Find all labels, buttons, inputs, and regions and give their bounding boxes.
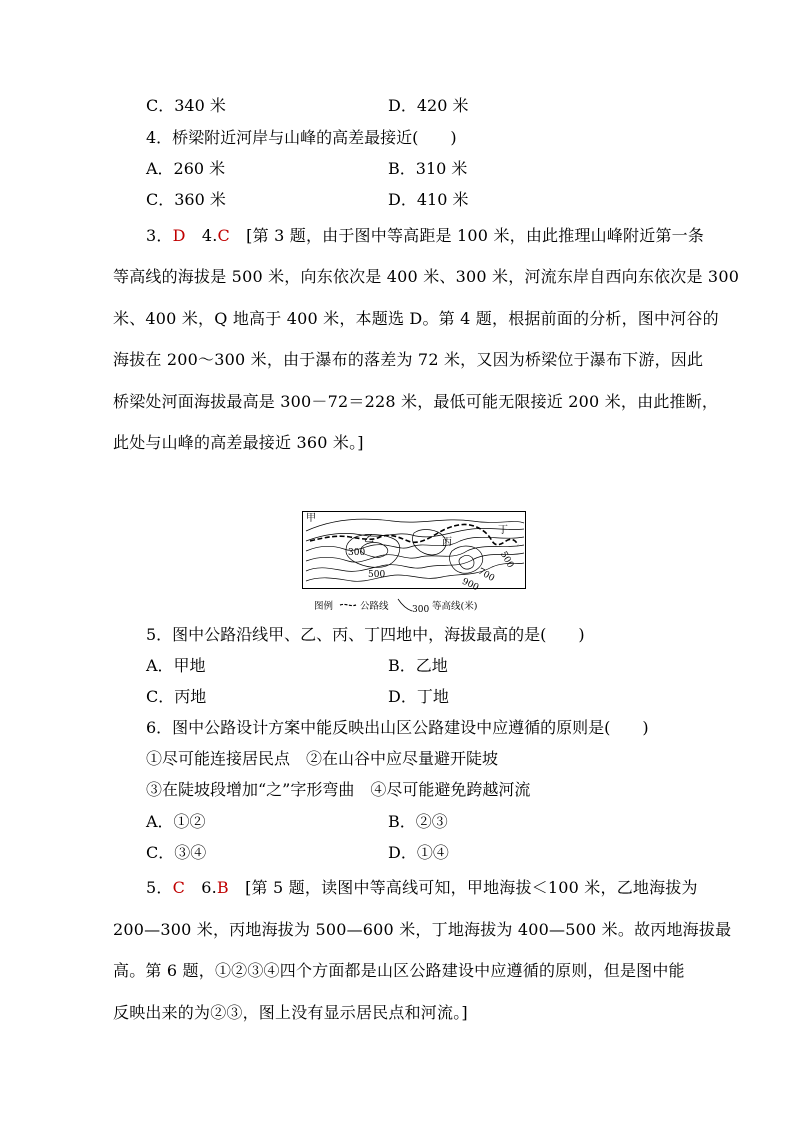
question-6-stem: 6．图中公路设计方案中能反映出山区公路建设中应遵循的原则是( ) bbox=[146, 718, 649, 737]
contour-label-500-b: 500 bbox=[497, 550, 516, 570]
explanation-line-1: [第 3 题，由于图中等高距是 100 米，由此推理山峰附近第一条 bbox=[229, 226, 705, 245]
explanation-5-6-line-3: 高。第 6 题，①②③④四个方面都是山区公路建设中应遵循的原则，但是图中能 bbox=[113, 961, 685, 980]
answer-4-letter: C bbox=[217, 226, 230, 245]
explanation-5-6-line-4: 反映出来的为②③，图上没有显示居民点和河流。] bbox=[113, 1003, 468, 1022]
explanation-5-6-line-1: [第 5 题，读图中等高线可知，甲地海拔＜100 米，乙地海拔为 bbox=[228, 878, 698, 897]
contour-label-700: 700 bbox=[476, 566, 496, 584]
legend-road-label: 公路线 bbox=[360, 601, 389, 612]
question-4-option-a: A．260 米 bbox=[146, 159, 226, 178]
legend-contour-label: 等高线(米) bbox=[432, 601, 478, 612]
contour-label-500-a: 500 bbox=[368, 570, 386, 580]
answer-3-prefix: 3． bbox=[146, 226, 173, 245]
question-6-option-d: D．①④ bbox=[388, 843, 449, 862]
answer-4-prefix: 4. bbox=[185, 226, 218, 245]
legend-title: 图例 bbox=[314, 601, 334, 612]
explanation-3-4-line-6: 此处与山峰的高差最接近 360 米。] bbox=[113, 433, 364, 452]
answer-5-6-line-1 bbox=[146, 878, 698, 898]
label-ding: 丁 bbox=[498, 525, 508, 536]
label-yi: 乙 bbox=[364, 534, 374, 545]
option-c-prev: C．340 米 bbox=[146, 96, 226, 115]
question-5-option-c: C．丙地 bbox=[146, 687, 207, 706]
question-6-option-b: B．②③ bbox=[388, 812, 448, 831]
question-5-stem: 5．图中公路沿线甲、乙、丙、丁四地中，海拔最高的是( ) bbox=[146, 625, 585, 644]
question-5-option-d: D．丁地 bbox=[388, 687, 449, 706]
answer-6-prefix: 6. bbox=[185, 878, 217, 897]
answer-5-letter: C bbox=[172, 878, 186, 897]
answer-3-4-line-1 bbox=[146, 226, 704, 246]
legend-contour-value: 300 bbox=[412, 605, 430, 615]
contour-label-300: 300 bbox=[348, 548, 366, 558]
answer-6-letter: B bbox=[216, 878, 229, 897]
contour-label-900: 900 bbox=[460, 576, 481, 594]
question-5-option-a: A．甲地 bbox=[146, 656, 206, 675]
option-d-prev: D．420 米 bbox=[388, 96, 469, 115]
question-6-items-1-2: ①尽可能连接居民点 ②在山谷中应尽量避开陡坡 bbox=[146, 749, 499, 768]
question-4-option-c: C．360 米 bbox=[146, 190, 226, 209]
question-6-items-3-4: ③在陡坡段增加“之”字形弯曲 ④尽可能避免跨越河流 bbox=[146, 780, 531, 799]
explanation-3-4-line-5: 桥梁处河面海拔最高是 300－72＝228 米，最低可能无限接近 200 米，由此推断， bbox=[113, 392, 719, 411]
legend-road-symbol bbox=[340, 604, 356, 605]
answer-5-prefix: 5． bbox=[146, 878, 173, 897]
explanation-3-4-line-4: 海拔在 200～300 米，由于瀑布的落差为 72 米，又因为桥梁位于瀑布下游，因此 bbox=[113, 350, 704, 369]
question-4-stem: 4．桥梁附近河岸与山峰的高差最接近( ) bbox=[146, 128, 457, 147]
road-design-map bbox=[302, 511, 526, 616]
question-4-option-d: D．410 米 bbox=[388, 190, 469, 209]
label-bing: 丙 bbox=[442, 537, 452, 548]
answer-3-letter: D bbox=[172, 226, 186, 245]
question-5-option-b: B．乙地 bbox=[388, 656, 448, 675]
label-jia: 甲 bbox=[306, 513, 316, 524]
question-6-option-a: A．①② bbox=[146, 812, 206, 831]
explanation-5-6-line-2: 200—300 米，丙地海拔为 500—600 米，丁地海拔为 400—500 米。故丙地海拔最 bbox=[113, 920, 732, 939]
question-4-option-b: B．310 米 bbox=[388, 159, 468, 178]
legend-contour-symbol bbox=[398, 599, 412, 611]
explanation-3-4-line-3: 米、400 米，Q 地高于 400 米，本题选 D。第 4 题，根据前面的分析，图中河谷的 bbox=[113, 309, 719, 328]
explanation-3-4-line-2: 等高线的海拔是 500 米，向东依次是 400 米、300 米，河流东岸自西向东依次是 300 bbox=[113, 267, 740, 286]
question-6-option-c: C．③④ bbox=[146, 843, 207, 862]
